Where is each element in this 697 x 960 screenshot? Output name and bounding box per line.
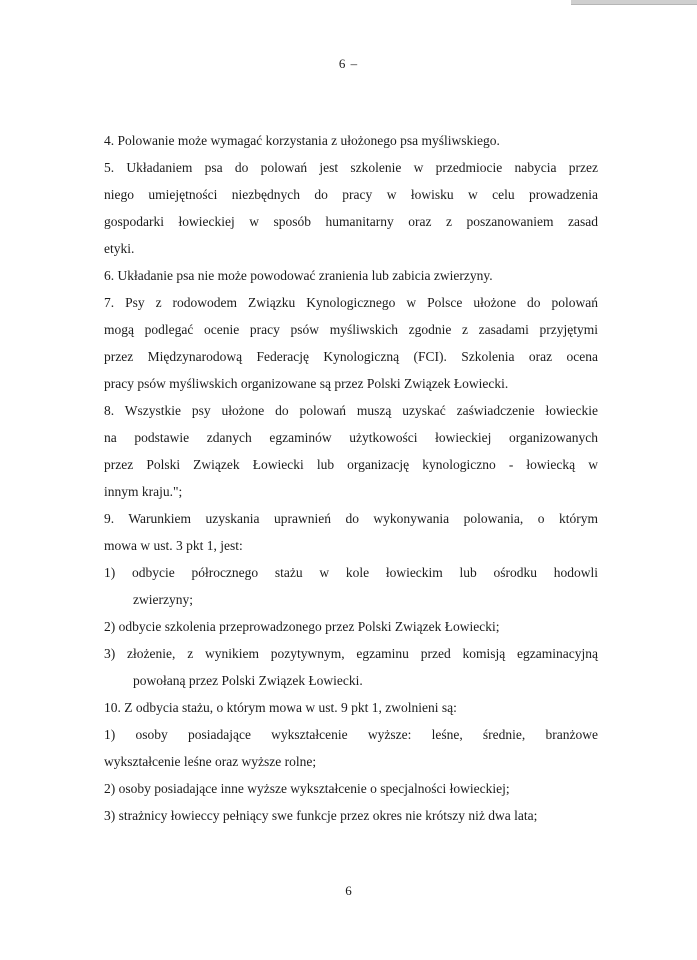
paragraph-8-line: przez Polski Związek Łowiecki lub organizację kynologiczno - łowiecką w [104, 457, 598, 472]
list-item-10-1-line: wykształcenie leśne oraz wyższe rolne; [104, 754, 317, 769]
paragraph-8-line: innym kraju."; [104, 484, 183, 499]
list-item-9-2-line: 2) odbycie szkolenia przeprowadzonego przez Polski Związek Łowiecki; [104, 619, 500, 634]
paragraph-8-line: 8. Wszystkie psy ułożone do polowań muszą uzyskać zaświadczenie łowieckie [104, 403, 598, 418]
list-item-10-3-line: 3) strażnicy łowieccy pełniący swe funkcje przez okres nie krótszy niż dwa lata; [104, 808, 538, 823]
paragraph-7-line: pracy psów myśliwskich organizowane są przez Polski Związek Łowiecki. [104, 376, 509, 391]
page-number: 6 [345, 883, 352, 898]
paragraph-9-line: mowa w ust. 3 pkt 1, jest: [104, 538, 243, 553]
list-item-9-3-line: 3) złożenie, z wynikiem pozytywnym, egzaminu przed komisją egzaminacyjną [104, 646, 598, 661]
paragraph-5-line: gospodarki łowieckiej w sposób humanitarny oraz z poszanowaniem zasad [104, 214, 598, 229]
list-item-10-2-line: 2) osoby posiadające inne wyższe wykształcenie o specjalności łowieckiej; [104, 781, 510, 796]
paragraph-5-line: niego umiejętności niezbędnych do pracy w łowisku w celu prowadzenia [104, 187, 598, 202]
document-body [104, 127, 598, 829]
list-item-9-1-line: zwierzyny; [133, 592, 193, 607]
paragraph-7-line: 7. Psy z rodowodem Związku Kynologicznego w Polsce ułożone do polowań [104, 295, 598, 310]
page-header-marker: 6 – [338, 56, 359, 71]
paragraph-6-line: 6. Układanie psa nie może powodować zranienia lub zabicia zwierzyny. [104, 268, 493, 283]
paragraph-7-line: przez Międzynarodową Federację Kynologiczną (FCI). Szkolenia oraz ocena [104, 349, 598, 364]
paragraph-7-line: mogą podlegać ocenie pracy psów myśliwskich zgodnie z zasadami przyjętymi [104, 322, 598, 337]
paragraph-9-line: 9. Warunkiem uzyskania uprawnień do wykonywania polowania, o którym [104, 511, 598, 526]
paragraph-8-line: na podstawie zdanych egzaminów użytkowości łowieckiej organizowanych [104, 430, 598, 445]
list-item-9-1-line: 1) odbycie półrocznego stażu w kole łowieckim lub ośrodku hodowli [104, 565, 598, 580]
paragraph-5-line: etyki. [104, 241, 135, 256]
paragraph-10-line: 10. Z odbycia stażu, o którym mowa w ust. 9 pkt 1, zwolnieni są: [104, 700, 457, 715]
list-item-10-1-line: 1) osoby posiadające wykształcenie wyższe: leśne, średnie, branżowe [104, 727, 598, 742]
paragraph-4-line: 4. Polowanie może wymagać korzystania z ułożonego psa myśliwskiego. [104, 133, 500, 148]
scan-edge-line [571, 0, 697, 5]
list-item-9-3-line: powołaną przez Polski Związek Łowiecki. [133, 673, 363, 688]
paragraph-5-line: 5. Układaniem psa do polowań jest szkolenie w przedmiocie nabycia przez [104, 160, 598, 175]
